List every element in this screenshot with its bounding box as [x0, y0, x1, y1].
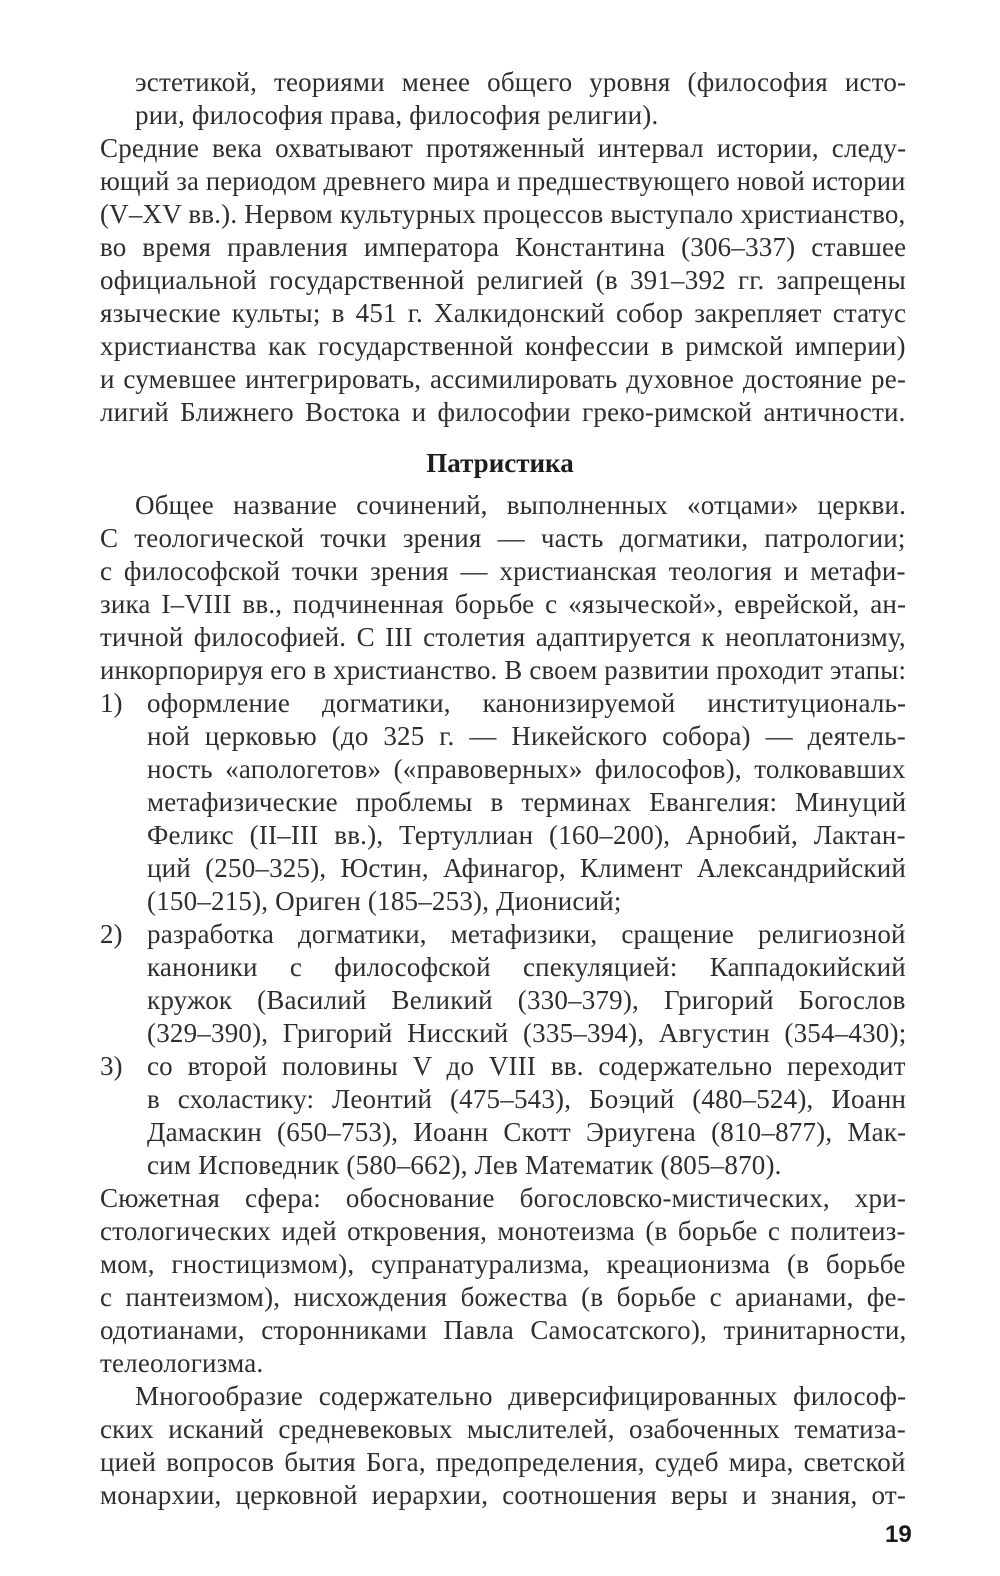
- text-line: каноники с философской спекуляцией: Каппадокийский: [147, 952, 906, 982]
- text-line: ность «апологетов» («правоверных» философов), толковавших: [147, 754, 906, 784]
- text-line: монархии, церковной иерархии, соотношения веры и знания, от-: [100, 1480, 907, 1510]
- list-number: 1): [100, 688, 123, 718]
- text-line: ющий за периодом древнего мира и предшествующего новой истории: [100, 166, 906, 196]
- section-heading: Патристика: [426, 448, 574, 478]
- text-line: Средние века охватывают протяженный интервал истории, следу-: [100, 133, 907, 163]
- text-line: инкорпорируя его в христианство. В своем развитии проходит этапы:: [100, 655, 907, 685]
- list-number: 3): [100, 1051, 123, 1081]
- text-line: одотианами, сторонниками Павла Самосатского), тринитарности,: [100, 1315, 907, 1345]
- text-line: в схоластику: Леонтий (475–543), Боэций (480–524), Иоанн: [147, 1084, 907, 1114]
- text-line: с пантеизмом), нисхождения божества (в борьбе с арианами, фе-: [100, 1282, 906, 1312]
- text-line: и сумевшее интегрировать, ассимилировать духовное достояние ре-: [100, 364, 907, 394]
- list-number: 2): [100, 919, 123, 949]
- text-line: телеологизма.: [100, 1348, 264, 1378]
- text-line: ной церковью (до 325 г. — Никейского собора) — деятель-: [147, 721, 906, 751]
- text-line: зика I–VIII вв., подчиненная борьбе с «языческой», еврейской, ан-: [100, 589, 907, 619]
- text-line: лигий Ближнего Востока и философии греко-римской античности.: [100, 397, 906, 427]
- text-line: разработка догматики, метафизики, сращение религиозной: [147, 919, 906, 949]
- text-line: (150–215), Ориген (185–253), Дионисий;: [147, 886, 622, 916]
- text-line: христианства как государственной конфессии в римской империи): [100, 331, 906, 361]
- text-line: тичной философией. С III столетия адаптируется к неоплатонизму,: [100, 622, 906, 652]
- text-line: ций (250–325), Юстин, Афинагор, Климент Александрийский: [147, 853, 907, 883]
- text-line: Дамаскин (650–753), Иоанн Скотт Эриугена (810–877), Мак-: [147, 1117, 907, 1147]
- text-line: метафизические проблемы в терминах Евангелия: Минуций: [147, 787, 907, 817]
- text-line: Феликс (II–III вв.), Тертуллиан (160–200), Арнобий, Лактан-: [147, 820, 906, 850]
- text-line: рии, философия права, философия религии).: [135, 100, 659, 130]
- text-line: сим Исповедник (580–662), Лев Математик (805–870).: [147, 1150, 782, 1180]
- text-line: стологических идей откровения, монотеизма (в борьбе с политеиз-: [100, 1216, 906, 1246]
- text-line: Сюжетная сфера: обоснование богословско-мистических, хри-: [100, 1183, 907, 1213]
- text-line: оформление догматики, канонизируемой институциональ-: [147, 688, 907, 718]
- text-line: с философской точки зрения — христианская теология и метафи-: [100, 556, 906, 586]
- text-line: Многообразие содержательно диверсифицированных философ-: [135, 1381, 907, 1411]
- text-line: мом, гностицизмом), супранатурализма, креационизма (в борьбе: [100, 1249, 906, 1279]
- text-line: кружок (Василий Великий (330–379), Григорий Богослов: [147, 985, 906, 1015]
- page-number: 19: [885, 1521, 912, 1548]
- text-line: во время правления императора Константина (306–337) ставшее: [100, 232, 907, 262]
- text-line: официальной государственной религией (в 391–392 гг. запрещены: [100, 265, 906, 295]
- text-line: цией вопросов бытия Бога, предопределения, судеб мира, светской: [100, 1447, 906, 1477]
- text-line: Общее название сочинений, выполненных «отцами» церкви.: [135, 490, 907, 520]
- text-line: языческие культы; в 451 г. Халкидонский собор закрепляет статус: [100, 298, 907, 328]
- text-line: С теологической точки зрения — часть догматики, патрологии;: [100, 523, 906, 553]
- text-line: (329–390), Григорий Нисский (335–394), Августин (354–430);: [147, 1018, 907, 1048]
- text-line: (V–XV вв.). Нервом культурных процессов выступало христианство,: [100, 199, 906, 229]
- text-line: эстетикой, теориями менее общего уровня (философия исто-: [135, 67, 907, 97]
- text-line: со второй половины V до VIII вв. содержательно переходит: [147, 1051, 906, 1081]
- text-line: ских исканий средневековых мыслителей, озабоченных тематиза-: [100, 1414, 906, 1444]
